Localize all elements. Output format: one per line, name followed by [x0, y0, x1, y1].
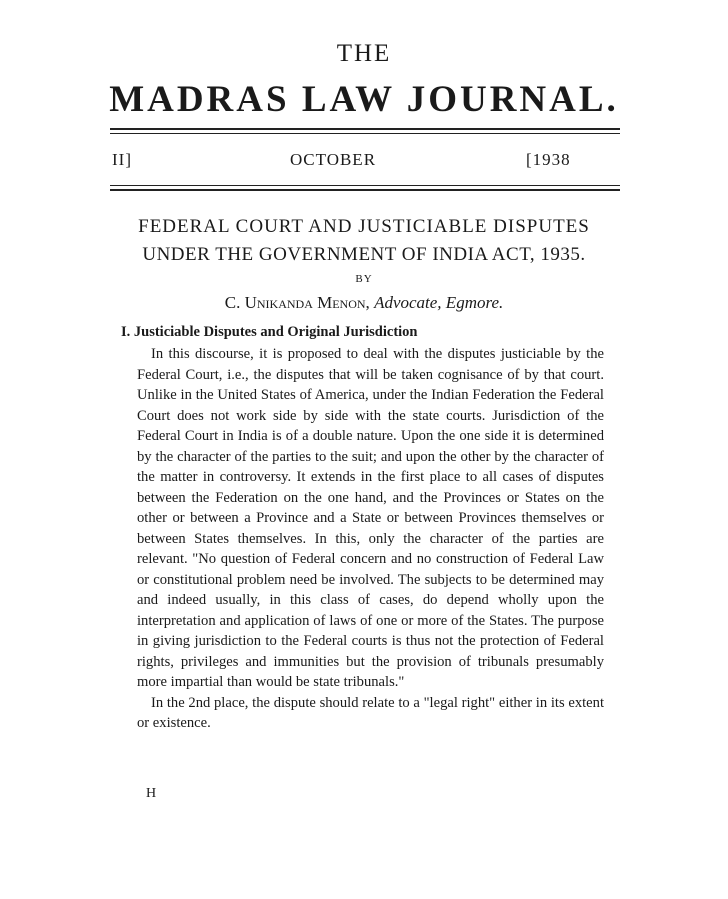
- byline-label: BY: [355, 273, 373, 285]
- volume-number: II]: [112, 150, 132, 169]
- masthead-title: MADRAS LAW JOURNAL.: [109, 79, 619, 120]
- bottom-rule-thin: [110, 185, 620, 186]
- signature-mark: H: [146, 786, 157, 801]
- top-rule-thin: [110, 133, 620, 134]
- paragraph-1: In this discourse, it is proposed to deal with the disputes justiciable by the Federal Court, i.e., the disputes that will be taken cognisance of by that court. Unlike in the United States of America, under the Indian Federation the Federal Court does not work side by side with the state courts. Jurisdiction of the Federal Court in India is of a double nature. Upon the one side it is determined by the character of the parties to the suit; and upon the other by the character of the matter in controversy. It extends in the first place to all cases of disputes between the Federation on the one hand, and the Provinces or States on the other or between a Province and a State or between Provinces themselves or between States themselves. In this, only the character of the parties are relevant. "No question of Federal concern and no construction of Federal Law or constitutional problem need be involved. The subjects to be determined may and indeed usually, in this class of cases, do depend wholly upon the interpretation and application of laws of one or more of the States. The purpose in giving jurisdiction to the Federal courts is thus not the protection of Federal rights, privileges and immunities but the provision of tribunals presumably more impartial than would be state tribunals.": [137, 346, 604, 690]
- paragraph-2: In the 2nd place, the dispute should relate to a "legal right" either in its extent or existence.: [137, 694, 604, 731]
- issue-month: OCTOBER: [290, 150, 377, 169]
- article-title-line-1: FEDERAL COURT AND JUSTICIABLE DISPUTES: [138, 216, 590, 237]
- top-rule-thick: [110, 128, 620, 130]
- section-heading: I. Justiciable Disputes and Original Jurisdiction: [121, 324, 418, 340]
- bottom-rule-thick: [110, 189, 620, 191]
- author-role: Advocate, Egmore.: [374, 293, 504, 312]
- author-line: [0, 293, 728, 313]
- article-title-line-2: UNDER THE GOVERNMENT OF INDIA ACT, 1935.: [142, 244, 586, 265]
- author-name: C. Unikanda Menon,: [224, 293, 370, 312]
- article-body: [137, 344, 604, 734]
- issue-year: [1938: [526, 150, 571, 169]
- masthead-the: THE: [336, 40, 392, 67]
